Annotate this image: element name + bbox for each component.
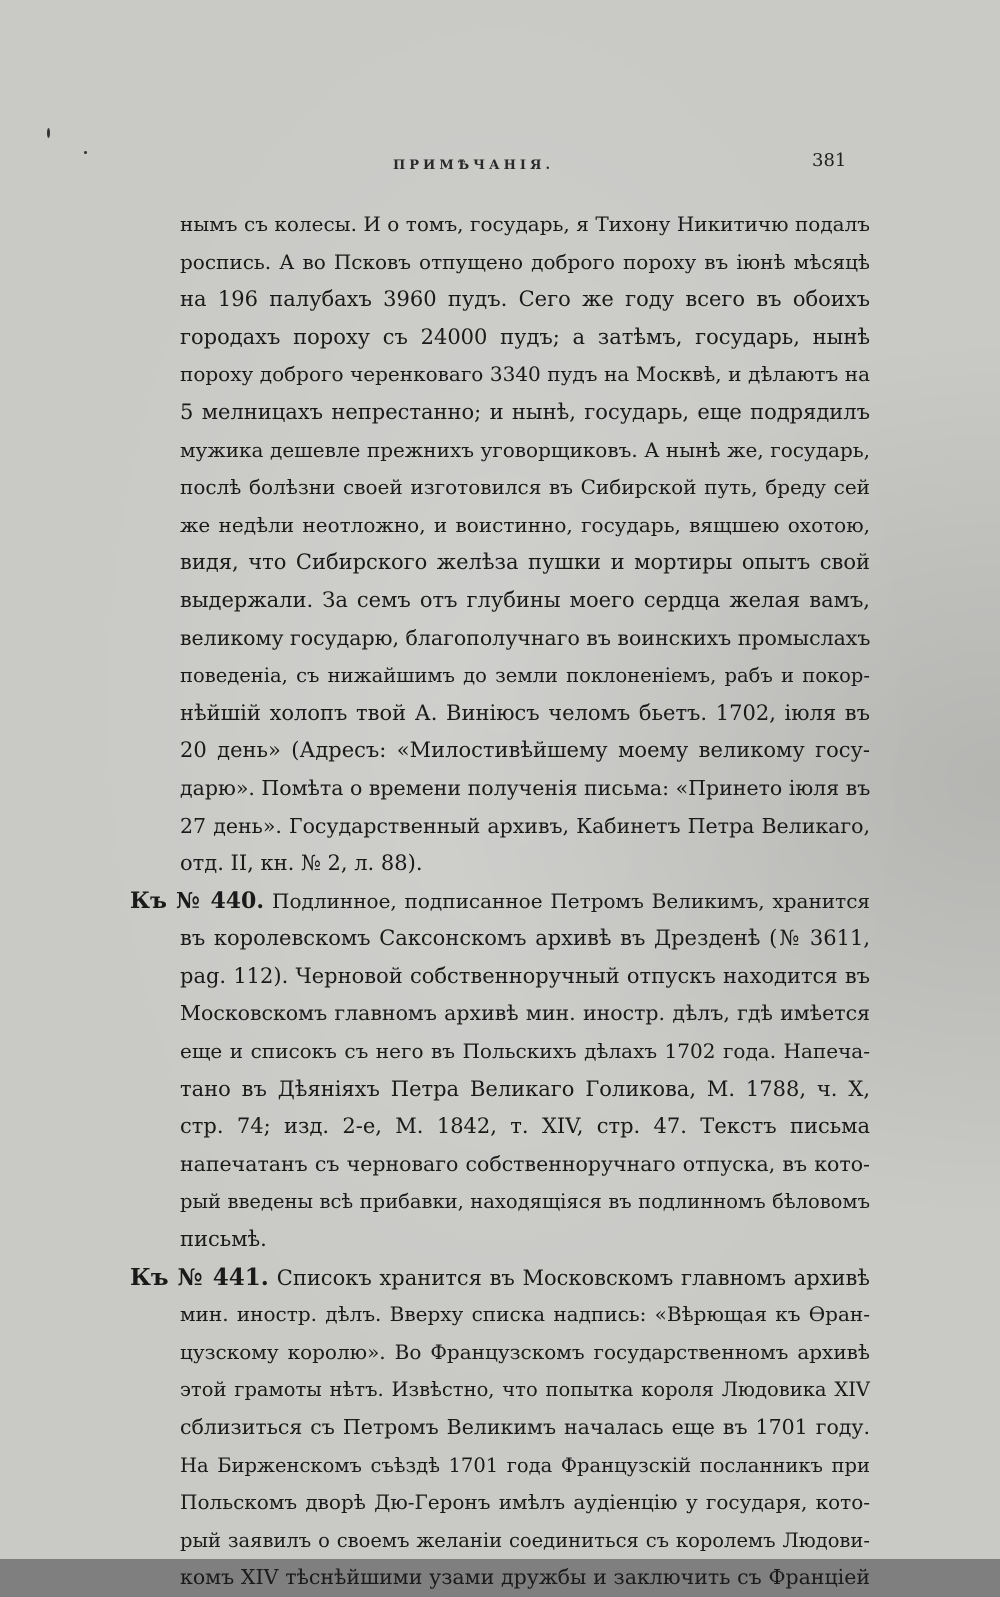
line-text: этой грамоты нѣтъ. Извѣстно, что попытка короля Людовика XIV [180, 1378, 870, 1402]
line-text: напечатанъ съ черноваго собственноручнаго отпуска, въ кото- [180, 1151, 870, 1176]
line-text: Подлинное, подписанное Петромъ Великимъ, хранится [272, 888, 871, 913]
line-text: 27 день». Государственный архивъ, Кабинетъ Петра Великаго, [180, 813, 870, 838]
line-text: письмѣ. [180, 1227, 267, 1252]
text-line [130, 620, 870, 658]
text-line [130, 281, 870, 319]
text-line [130, 1371, 870, 1409]
page-header [0, 150, 1000, 180]
text-line [130, 1409, 870, 1447]
text-line [130, 1484, 870, 1522]
line-text: же недѣли неотложно, и воистинно, государь, вящшею охотою, [180, 512, 870, 537]
line-text: великому государю, благополучнаго въ воинскихъ промыслахъ [180, 625, 871, 650]
line-text: дарю». Помѣта о времени полученія письма: «Принето іюля въ [180, 775, 871, 800]
text-line [130, 995, 870, 1033]
text-line [130, 657, 870, 695]
text-line [130, 319, 870, 357]
line-text: видя, что Сибирского желѣза пушки и мортиры опытъ свой [180, 550, 870, 575]
line-text: городахъ пороху съ 24000 пудъ; а затѣмъ, государь, нынѣ [180, 324, 870, 349]
line-text: мужика дешевле прежнихъ уговорщиковъ. А нынѣ же, государь, [180, 437, 870, 462]
line-text: рый заявилъ о своемъ желаніи соединиться съ королемъ Людови- [180, 1528, 870, 1552]
text-line [130, 1033, 870, 1071]
ink-speck [47, 128, 50, 138]
line-text: цузскому королю». Во Французскомъ государственномъ архивѣ [180, 1339, 870, 1364]
text-line [130, 1183, 870, 1221]
line-text: пороху доброго черенковаго 3340 пудъ на Москвѣ, и дѣлаютъ на [180, 362, 870, 387]
text-line [130, 1296, 870, 1334]
line-text: еще и списокъ съ него въ Польскихъ дѣлахъ 1702 года. Напеча- [180, 1039, 870, 1064]
page-number: 381 [812, 150, 847, 171]
text-line [130, 770, 870, 808]
line-text: Списокъ хранится въ Московскомъ главномъ архивѣ [276, 1265, 870, 1290]
line-text: нѣйшій холопъ твой А. Виніюсъ челомъ бьетъ. 1702, іюля въ [180, 700, 870, 725]
line-text: поведенiа, съ нижайшимъ до земли поклоненіемъ, рабъ и покор- [180, 664, 870, 688]
line-text: pag. 112). Черновой собственноручный отпускъ находится въ [180, 963, 870, 988]
text-line [130, 732, 870, 770]
text-line [130, 808, 870, 846]
text-line [130, 958, 870, 996]
text-line [130, 1146, 870, 1184]
entry-line [130, 883, 870, 921]
line-text: нымъ съ колесы. И о томъ, государь, я Тихону Никитичю подалъ [180, 212, 870, 236]
text-line [130, 244, 870, 282]
text-line [130, 1071, 870, 1109]
line-text: комъ XIV тѣснѣйшими узами дружбы и заключить съ Франціей [180, 1565, 870, 1590]
entry-line [130, 1259, 870, 1297]
line-text: роспись. А во Псковъ отпущено доброго пороху въ іюнѣ мѣсяцѣ [180, 249, 870, 274]
text-line [130, 432, 870, 470]
text-line [130, 1334, 870, 1372]
text-line [130, 845, 870, 883]
text-line [130, 206, 870, 244]
text-line [130, 356, 870, 394]
running-head: ПРИМѢЧАНІЯ. [393, 158, 554, 173]
text-line [130, 920, 870, 958]
line-text: сблизиться съ Петромъ Великимъ началась еще въ 1701 году. [180, 1415, 870, 1439]
line-text: тано въ Дѣяніяхъ Петра Великаго Голикова, М. 1788, ч. Х, [180, 1076, 870, 1101]
line-text: мин. иностр. дѣлъ. Вверху списка надпись: «Вѣрющая къ Ѳран- [180, 1302, 870, 1327]
line-text: на 196 палубахъ 3960 пудъ. Сего же году всего въ обоихъ [180, 287, 870, 312]
line-text: Московскомъ главномъ архивѣ мин. иностр. дѣлъ, гдѣ имѣется [180, 1001, 870, 1026]
line-text: 5 мелницахъ непрестанно; и нынѣ, государь, еще подрядилъ [180, 399, 870, 424]
line-text: въ королевскомъ Саксонскомъ архивѣ въ Дрезденѣ (№ 3611, [180, 926, 870, 951]
text-line [130, 1522, 870, 1560]
text-line [130, 582, 870, 620]
line-text: отд. II, кн. № 2, л. 88). [180, 851, 423, 876]
text-line [130, 507, 870, 545]
text-line [130, 469, 870, 507]
text-line [130, 394, 870, 432]
body-text [130, 206, 870, 1597]
line-text: стр. 74; изд. 2-е, М. 1842, т. XIV, стр. 47. Текстъ письма [180, 1114, 870, 1139]
entry-label: Къ № 440. [130, 887, 265, 914]
line-text: рый введены всѣ прибавки, находящіяся въ подлинномъ бѣловомъ [180, 1190, 870, 1214]
text-line [130, 1447, 870, 1485]
entry-label: Къ № 441. [130, 1263, 269, 1291]
text-line [130, 1108, 870, 1146]
line-text: послѣ болѣзни своей изготовился въ Сибирской путь, бреду сей [180, 475, 870, 500]
text-line [130, 695, 870, 733]
line-text: На Бирженскомъ съѣздѣ 1701 года Французскій посланникъ при [180, 1453, 870, 1477]
line-text: Польскомъ дворѣ Дю-Геронъ имѣлъ аудіенцію у государя, кото- [180, 1490, 870, 1515]
line-text: 20 день» (Адресъ: «Милостивѣйшему моему великому госу- [180, 738, 870, 763]
line-text: выдержали. За семъ отъ глубины моего сердца желая вамъ, [180, 587, 870, 612]
text-line [130, 544, 870, 582]
text-line [130, 1559, 870, 1597]
text-line [130, 1221, 870, 1259]
